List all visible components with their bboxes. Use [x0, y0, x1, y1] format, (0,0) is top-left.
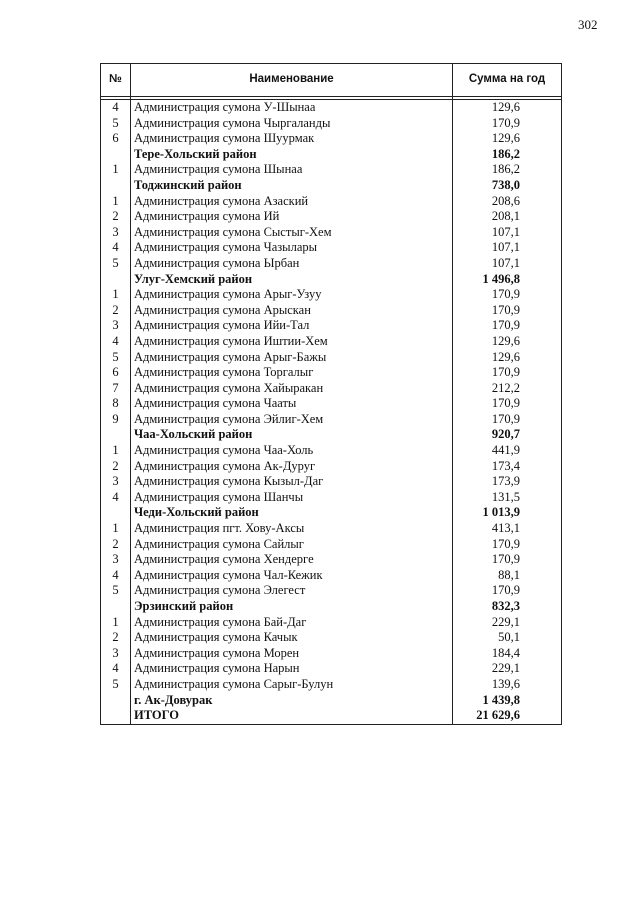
table-row: [101, 334, 562, 350]
table-body: [101, 100, 562, 725]
row-amount: 107,1: [453, 256, 562, 272]
row-number: 3: [101, 225, 131, 241]
table-row: [101, 537, 562, 553]
table-row: [101, 552, 562, 568]
row-amount: 129,6: [453, 131, 562, 147]
row-amount: 832,3: [453, 599, 562, 615]
row-number: 5: [101, 116, 131, 132]
row-number: 2: [101, 459, 131, 475]
row-name: Администрация пгт. Хову-Аксы: [131, 521, 453, 537]
row-amount: 920,7: [453, 427, 562, 443]
row-name: Администрация сумона Кызыл-Даг: [131, 474, 453, 490]
table-row: [101, 287, 562, 303]
row-number: 1: [101, 443, 131, 459]
row-number: 7: [101, 381, 131, 397]
district-row: [101, 708, 562, 724]
table-row: [101, 490, 562, 506]
row-name: Администрация сумона Чаа-Холь: [131, 443, 453, 459]
row-name: Администрация сумона Морен: [131, 646, 453, 662]
row-number: [101, 147, 131, 163]
row-number: 2: [101, 537, 131, 553]
row-amount: 229,1: [453, 615, 562, 631]
row-name: Администрация сумона Ий: [131, 209, 453, 225]
table-row: [101, 396, 562, 412]
row-name: г. Ак-Довурак: [131, 693, 453, 709]
row-amount: 1 013,9: [453, 505, 562, 521]
table-row: [101, 225, 562, 241]
row-name: Тере-Хольский район: [131, 147, 453, 163]
row-name: Тоджинский район: [131, 178, 453, 194]
row-name: Эрзинский район: [131, 599, 453, 615]
row-name: Администрация сумона У-Шынаа: [131, 100, 453, 116]
row-name: Чеди-Хольский район: [131, 505, 453, 521]
row-number: 4: [101, 490, 131, 506]
row-number: 5: [101, 256, 131, 272]
table-row: [101, 365, 562, 381]
row-amount: 184,4: [453, 646, 562, 662]
row-name: Администрация сумона Ак-Дуруг: [131, 459, 453, 475]
row-number: 8: [101, 396, 131, 412]
row-name: Администрация сумона Шуурмак: [131, 131, 453, 147]
table-row: [101, 583, 562, 599]
table-row: [101, 116, 562, 132]
row-name: Администрация сумона Сыстыг-Хем: [131, 225, 453, 241]
row-amount: 170,9: [453, 365, 562, 381]
row-number: 9: [101, 412, 131, 428]
row-amount: 413,1: [453, 521, 562, 537]
row-name: Администрация сумона Качык: [131, 630, 453, 646]
header-amount: Сумма на год: [453, 64, 562, 97]
district-row: [101, 693, 562, 709]
table-row: [101, 194, 562, 210]
header-num: №: [101, 64, 131, 97]
row-number: 4: [101, 100, 131, 116]
row-amount: 1 496,8: [453, 272, 562, 288]
row-amount: 186,2: [453, 162, 562, 178]
row-name: Администрация сумона Чазылары: [131, 240, 453, 256]
table-row: [101, 474, 562, 490]
row-amount: 170,9: [453, 396, 562, 412]
row-name: Улуг-Хемский район: [131, 272, 453, 288]
row-amount: 139,6: [453, 677, 562, 693]
row-number: 2: [101, 303, 131, 319]
table-row: [101, 256, 562, 272]
row-number: 2: [101, 630, 131, 646]
row-number: 6: [101, 131, 131, 147]
row-number: [101, 178, 131, 194]
table-row: [101, 350, 562, 366]
row-name: Администрация сумона Шанчы: [131, 490, 453, 506]
row-number: 6: [101, 365, 131, 381]
row-name: Администрация сумона Шынаа: [131, 162, 453, 178]
table-header-row: [101, 64, 562, 97]
row-amount: 50,1: [453, 630, 562, 646]
header-name: Наименование: [131, 64, 453, 97]
table-row: [101, 661, 562, 677]
row-number: 1: [101, 615, 131, 631]
row-amount: 173,9: [453, 474, 562, 490]
row-amount: 170,9: [453, 303, 562, 319]
table-row: [101, 615, 562, 631]
row-number: 4: [101, 240, 131, 256]
table-row: [101, 381, 562, 397]
table-row: [101, 646, 562, 662]
row-name: Администрация сумона Чааты: [131, 396, 453, 412]
row-number: 1: [101, 194, 131, 210]
row-name: Администрация сумона Хендергe: [131, 552, 453, 568]
row-name: Администрация сумона Эйлиг-Хем: [131, 412, 453, 428]
row-amount: 107,1: [453, 225, 562, 241]
row-amount: 208,1: [453, 209, 562, 225]
row-number: 4: [101, 334, 131, 350]
row-amount: 173,4: [453, 459, 562, 475]
row-name: Администрация сумона Арыг-Бажы: [131, 350, 453, 366]
row-amount: 170,9: [453, 318, 562, 334]
table-row: [101, 318, 562, 334]
row-amount: 88,1: [453, 568, 562, 584]
row-amount: 170,9: [453, 552, 562, 568]
row-name: Администрация сумона Хайыракан: [131, 381, 453, 397]
table-row: [101, 459, 562, 475]
district-row: [101, 178, 562, 194]
row-name: Администрация сумона Иштии-Хем: [131, 334, 453, 350]
row-amount: 21 629,6: [453, 708, 562, 724]
row-amount: 186,2: [453, 147, 562, 163]
table-row: [101, 240, 562, 256]
budget-table: [100, 63, 562, 725]
row-number: 1: [101, 521, 131, 537]
district-row: [101, 505, 562, 521]
row-amount: 170,9: [453, 537, 562, 553]
row-number: 3: [101, 646, 131, 662]
row-amount: 170,9: [453, 116, 562, 132]
district-row: [101, 599, 562, 615]
row-name: Администрация сумона Чыргаланды: [131, 116, 453, 132]
row-name: ИТОГО: [131, 708, 453, 724]
table-row: [101, 303, 562, 319]
row-amount: 131,5: [453, 490, 562, 506]
page-number: 302: [578, 17, 598, 32]
row-name: Администрация сумона Арыг-Узуу: [131, 287, 453, 303]
row-name: Администрация сумона Чал-Кежик: [131, 568, 453, 584]
row-name: Администрация сумона Сарыг-Булун: [131, 677, 453, 693]
district-row: [101, 427, 562, 443]
table-row: [101, 568, 562, 584]
row-name: Администрация сумона Арыскан: [131, 303, 453, 319]
row-amount: 170,9: [453, 583, 562, 599]
row-name: Администрация сумона Ийи-Тал: [131, 318, 453, 334]
row-amount: 212,2: [453, 381, 562, 397]
row-amount: 170,9: [453, 412, 562, 428]
row-amount: 441,9: [453, 443, 562, 459]
row-number: 1: [101, 162, 131, 178]
row-number: [101, 505, 131, 521]
table-row: [101, 412, 562, 428]
row-amount: 129,6: [453, 334, 562, 350]
table-row: [101, 131, 562, 147]
row-number: 4: [101, 661, 131, 677]
row-number: 3: [101, 318, 131, 334]
table-row: [101, 100, 562, 116]
table-row: [101, 162, 562, 178]
row-number: 2: [101, 209, 131, 225]
row-name: Администрация сумона Торгалыг: [131, 365, 453, 381]
row-number: [101, 693, 131, 709]
row-amount: 129,6: [453, 350, 562, 366]
row-number: [101, 599, 131, 615]
row-name: Администрация сумона Нарын: [131, 661, 453, 677]
row-amount: 229,1: [453, 661, 562, 677]
row-amount: 738,0: [453, 178, 562, 194]
row-number: 3: [101, 474, 131, 490]
row-number: 4: [101, 568, 131, 584]
district-row: [101, 147, 562, 163]
table-row: [101, 677, 562, 693]
row-number: 5: [101, 677, 131, 693]
row-amount: 107,1: [453, 240, 562, 256]
table-row: [101, 521, 562, 537]
table-row: [101, 443, 562, 459]
table-row: [101, 630, 562, 646]
row-name: Администрация сумона Бай-Даг: [131, 615, 453, 631]
row-amount: 208,6: [453, 194, 562, 210]
row-number: [101, 708, 131, 724]
row-number: 1: [101, 287, 131, 303]
row-number: 3: [101, 552, 131, 568]
row-amount: 1 439,8: [453, 693, 562, 709]
district-row: [101, 272, 562, 288]
table-row: [101, 209, 562, 225]
row-name: Администрация сумона Азаский: [131, 194, 453, 210]
row-name: Администрация сумона Ырбан: [131, 256, 453, 272]
row-name: Чаа-Хольский район: [131, 427, 453, 443]
row-number: 5: [101, 350, 131, 366]
row-name: Администрация сумона Элегест: [131, 583, 453, 599]
row-number: [101, 272, 131, 288]
row-number: 5: [101, 583, 131, 599]
row-amount: 129,6: [453, 100, 562, 116]
row-number: [101, 427, 131, 443]
row-amount: 170,9: [453, 287, 562, 303]
row-name: Администрация сумона Сайлыг: [131, 537, 453, 553]
